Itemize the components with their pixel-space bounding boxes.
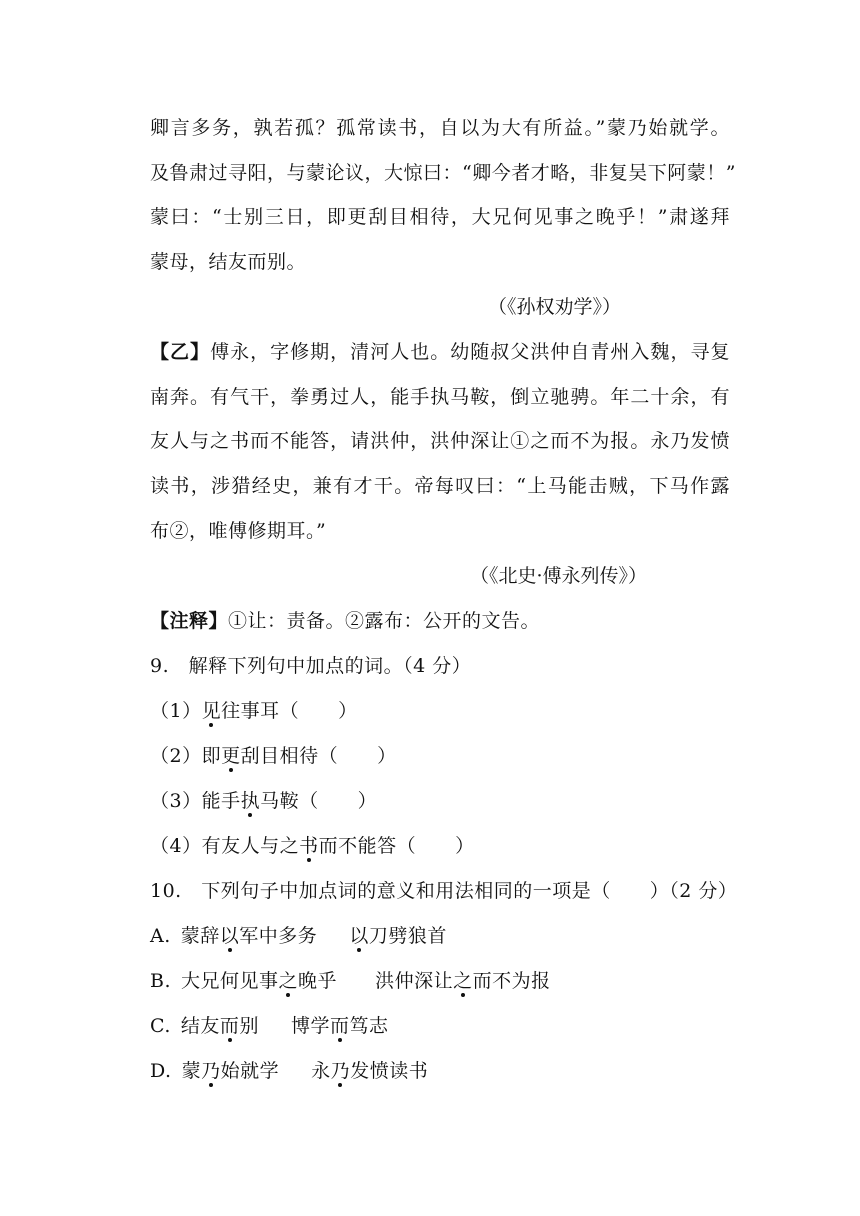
q9-item-2 bbox=[150, 742, 397, 770]
q9-item-text: 往事耳（ ） bbox=[221, 700, 358, 722]
q9-item-num: （3） bbox=[150, 790, 202, 812]
option-text: 别 bbox=[239, 1015, 259, 1037]
option-dotted-word: 以 bbox=[349, 925, 369, 947]
q9-item-text: 能手 bbox=[201, 790, 241, 812]
option-text: 军中多务 bbox=[239, 925, 318, 947]
q9-item-3 bbox=[150, 787, 377, 815]
notes bbox=[150, 607, 540, 635]
source-yi: （《北史·傅永列传》） bbox=[470, 565, 648, 587]
q10-option-c bbox=[150, 1012, 389, 1040]
passage-yi-line-5: 布②，唯傅修期耳。” bbox=[150, 520, 327, 542]
option-dotted-word: 之 bbox=[278, 970, 299, 992]
q9-dotted-word: 执 bbox=[240, 790, 261, 812]
q9-title: 9. 解释下列句中加点的词。（4 分） bbox=[150, 655, 472, 677]
option-text: 始就学 bbox=[220, 1060, 280, 1082]
q10-title: 10. 下列句子中加点词的意义和用法相同的一项是（ ）（2 分） bbox=[150, 880, 738, 902]
option-text: 笃志 bbox=[349, 1015, 389, 1037]
q9-dotted-word: 更 bbox=[221, 745, 241, 767]
q9-item-num: （1） bbox=[150, 700, 202, 722]
passage-jia-line-4: 蒙母，结友而别。 bbox=[150, 251, 307, 273]
q9-item-text: 即 bbox=[201, 745, 222, 767]
source-jia: （《孙权劝学》） bbox=[488, 296, 622, 318]
option-text: 而不为报 bbox=[472, 970, 551, 992]
passage-yi-line-1 bbox=[150, 338, 730, 366]
option-dotted-word: 而 bbox=[329, 1015, 350, 1037]
q9-item-text: 刮目相待（ ） bbox=[240, 745, 397, 767]
q9-dotted-word: 书 bbox=[299, 835, 319, 857]
passage-yi-line-3: 友人与之书而不能答，请洪仲，洪仲深让①之而不为报。永乃发愤 bbox=[150, 430, 730, 452]
notes-tag: 【注释】 bbox=[150, 610, 229, 632]
passage-jia-line-2: 及鲁肃过寻阳，与蒙论议，大惊曰：“卿今者才略，非复吴下阿蒙！” bbox=[150, 162, 736, 184]
option-dotted-word: 以 bbox=[219, 925, 240, 947]
q9-dotted-word: 见 bbox=[201, 700, 222, 722]
passage-yi-line-2: 南奔。有气干，拳勇过人，能手执马鞍，倒立驰骋。年二十余，有 bbox=[150, 386, 730, 408]
option-text: 发愤读书 bbox=[350, 1060, 429, 1082]
q10-option-a bbox=[150, 922, 447, 950]
option-text: 结友 bbox=[180, 1015, 220, 1037]
passage-yi-tag: 【乙】 bbox=[150, 341, 211, 363]
option-text: 刀劈狼首 bbox=[368, 925, 447, 947]
option-label: B. bbox=[150, 970, 172, 992]
option-label: D. bbox=[150, 1060, 172, 1082]
q9-item-text: 有友人与之 bbox=[201, 835, 300, 857]
option-dotted-word: 乃 bbox=[201, 1060, 221, 1082]
q9-item-num: （2） bbox=[150, 745, 202, 767]
q9-item-4 bbox=[150, 832, 475, 860]
notes-text: ①让：责备。②露布：公开的文告。 bbox=[228, 610, 541, 632]
option-dotted-word: 而 bbox=[219, 1015, 240, 1037]
passage-jia-line-3: 蒙曰：“士别三日，即更刮目相待，大兄何见事之晚乎！”肃遂拜 bbox=[150, 206, 730, 228]
option-dotted-word: 之 bbox=[453, 970, 473, 992]
option-text: 晚乎 bbox=[298, 970, 338, 992]
option-dotted-word: 乃 bbox=[330, 1060, 351, 1082]
q9-item-num: （4） bbox=[150, 835, 202, 857]
option-text: 蒙辞 bbox=[180, 925, 220, 947]
passage-yi-first: 傅永，字修期，清河人也。幼随叔父洪仲自青州入魏，寻复 bbox=[210, 341, 730, 363]
option-text: 洪仲深让 bbox=[375, 970, 454, 992]
q9-item-1 bbox=[150, 697, 358, 725]
q9-item-text: 马鞍（ ） bbox=[260, 790, 378, 812]
passage-yi-line-4: 读书，涉猎经史，兼有才干。帝每叹曰：“上马能击贼，下马作露 bbox=[150, 475, 730, 497]
q10-option-d bbox=[150, 1057, 428, 1085]
option-text: 大兄何见事 bbox=[181, 970, 279, 992]
passage-jia-line-1: 卿言多务，孰若孤？孤常读书，自以为大有所益。”蒙乃始就学。 bbox=[150, 117, 730, 139]
option-text: 蒙 bbox=[181, 1060, 202, 1082]
option-text: 博学 bbox=[290, 1015, 330, 1037]
option-label: A. bbox=[150, 925, 171, 947]
option-text: 永 bbox=[311, 1060, 331, 1082]
q10-option-b bbox=[150, 967, 551, 995]
q9-item-text: 而不能答（ ） bbox=[318, 835, 475, 857]
option-label: C. bbox=[150, 1015, 171, 1037]
